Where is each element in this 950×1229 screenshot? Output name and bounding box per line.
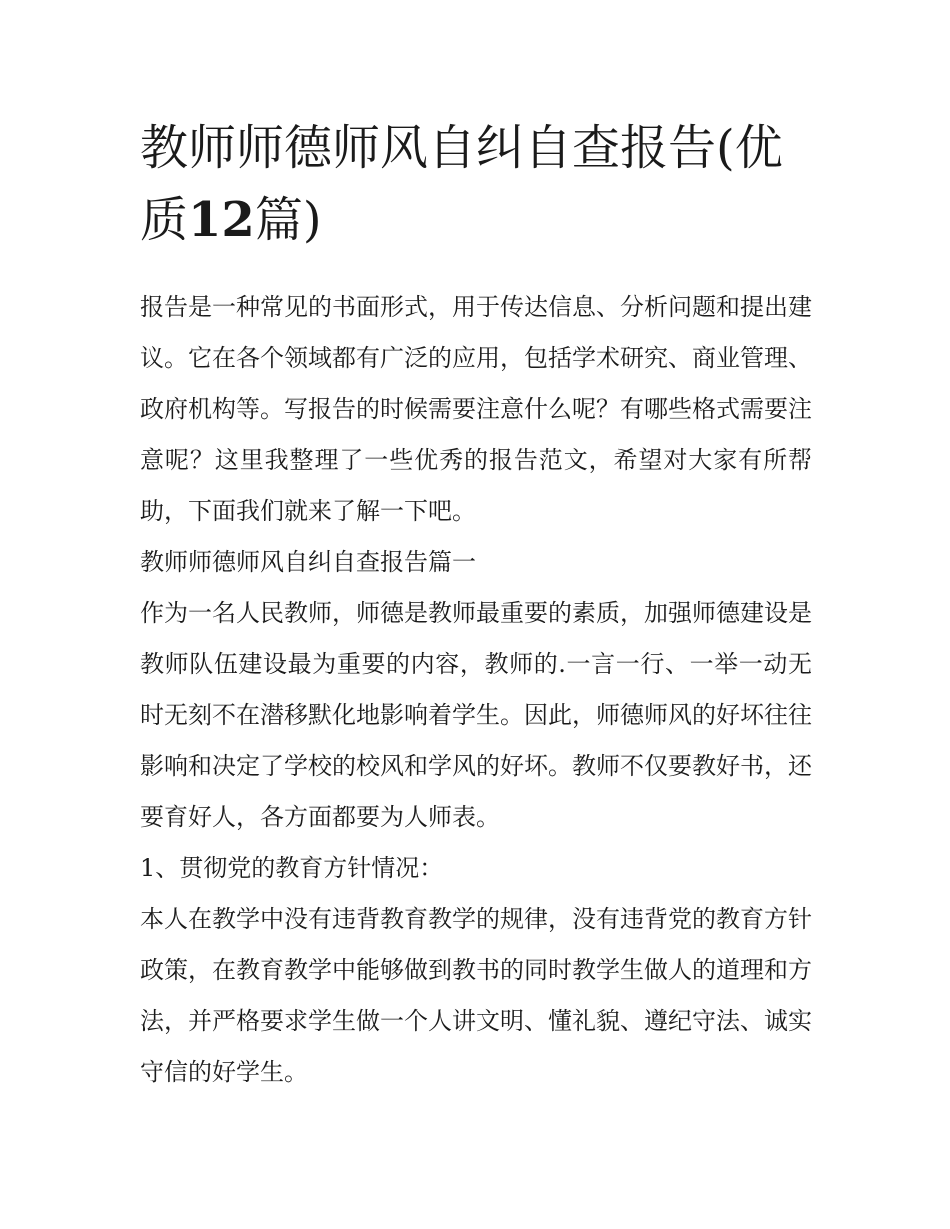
body-paragraph-1: 作为一名人民教师，师德是教师最重要的素质，加强师德建设是教师队伍建设最为重要的内容，教师的.一言一行、一举一动无时无刻不在潜移默化地影响着学生。因此，师德师风的好坏往往影响和决定了学校的校风和学风的好坏。教师不仅要教好书，还要育好人，各方面都要为人师表。 xyxy=(140,599,812,831)
title-text-part1: 教师师德师风自纠自查报告(优质 xyxy=(140,120,783,248)
document-title xyxy=(140,112,812,256)
title-text-part2: 篇) xyxy=(254,192,322,248)
title-number: 12 xyxy=(188,192,255,248)
section-heading: 教师师德师风自纠自查报告篇一 xyxy=(140,548,476,576)
intro-paragraph: 报告是一种常见的书面形式，用于传达信息、分析问题和提出建议。它在各个领域都有广泛的应用，包括学术研究、商业管理、政府机构等。写报告的时候需要注意什么呢？有哪些格式需要注意呢？这里我整理了一些优秀的报告范文，希望对大家有所帮助，下面我们就来了解一下吧。 xyxy=(140,293,812,525)
body-paragraph-2: 本人在教学中没有违背教育教学的规律，没有违背党的教育方针政策，在教育教学中能够做到教书的同时教学生做人的道理和方法，并严格要求学生做一个人讲文明、懂礼貌、遵纪守法、诚实守信的好学生。 xyxy=(140,905,812,1086)
document-page xyxy=(140,112,812,1098)
item-heading-1: 1、贯彻党的教育方针情况： xyxy=(140,854,444,882)
